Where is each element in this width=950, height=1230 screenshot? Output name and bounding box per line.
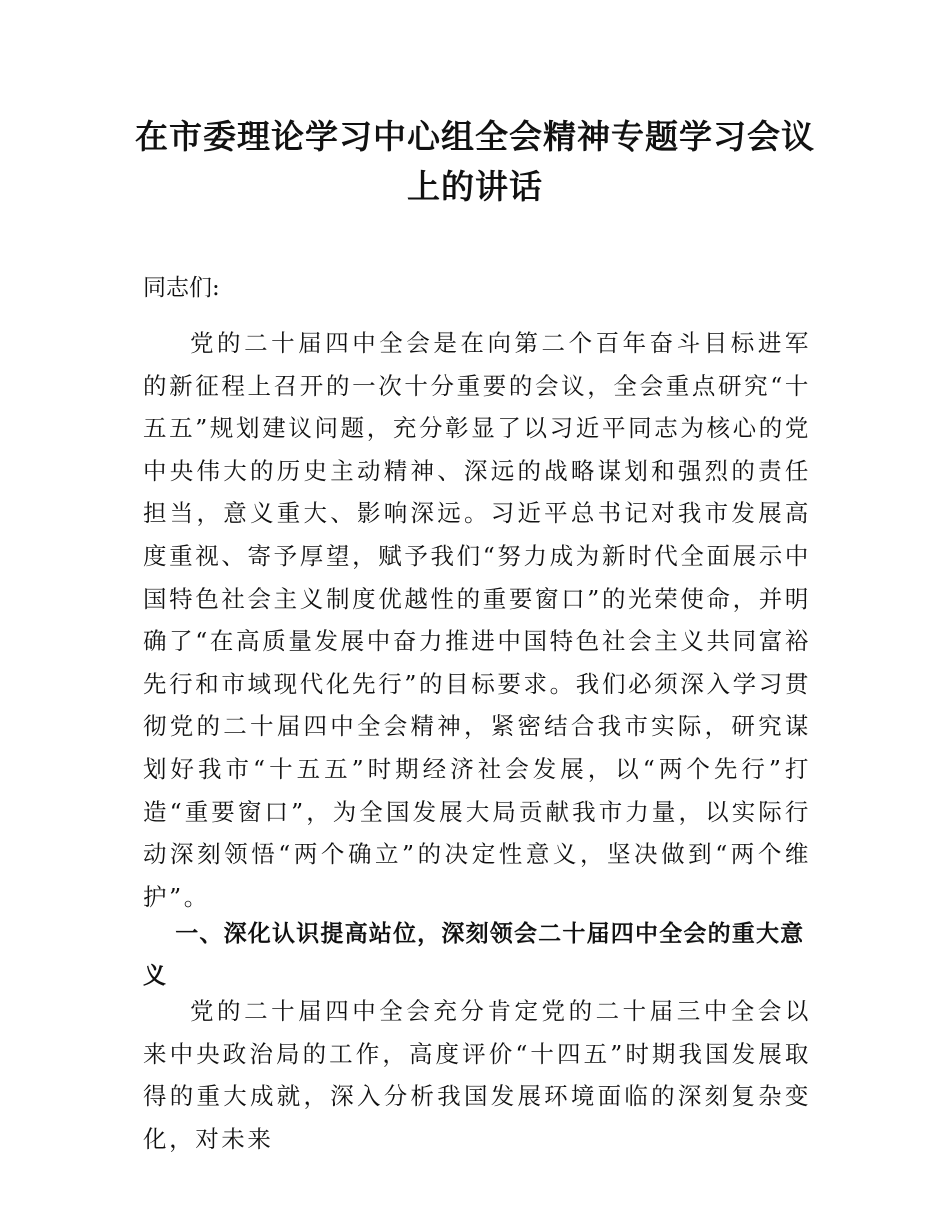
body-paragraph: 党的二十届四中全会是在向第二个百年奋斗目标进军的新征程上召开的一次十分重要的会议，全会重点研究“十五五”规划建议问题，充分彰显了以习近平同志为核心的党中央伟大的历史主动精神、深远的战略谋划和强烈的责任担当，意义重大、影响深远。习近平总书记对我市发展高度重视、寄予厚望，赋予我们“努力成为新时代全面展示中国特色社会主义制度优越性的重要窗口”的光荣使命，并明确了“在高质量发展中奋力推进中国特色社会主义共同富裕先行和市域现代化先行”的目标要求。我们必须深入学习贯彻党的二十届四中全会精神，紧密结合我市实际，研究谋划好我市“十五五”时期经济社会发展，以“两个先行”打造“重要窗口”，为全国发展大局贡献我市力量，以实际行动深刻领悟“两个确立”的决定性意义，坚决做到“两个维护”。 (143, 329, 811, 911)
document-title: 在市委理论学习中心组全会精神专题学习会议上的讲话 (135, 117, 815, 206)
section-heading: 一、深化认识提高站位，深刻领会二十届四中全会的重大意义 (143, 921, 805, 989)
salutation: 同志们: (143, 275, 220, 301)
body-paragraph: 党的二十届四中全会充分肯定党的二十届三中全会以来中央政治局的工作，高度评价“十四五”时期我国发展取得的重大成就，深入分析我国发展环境面临的深刻复杂变化，对未来 (143, 997, 811, 1153)
